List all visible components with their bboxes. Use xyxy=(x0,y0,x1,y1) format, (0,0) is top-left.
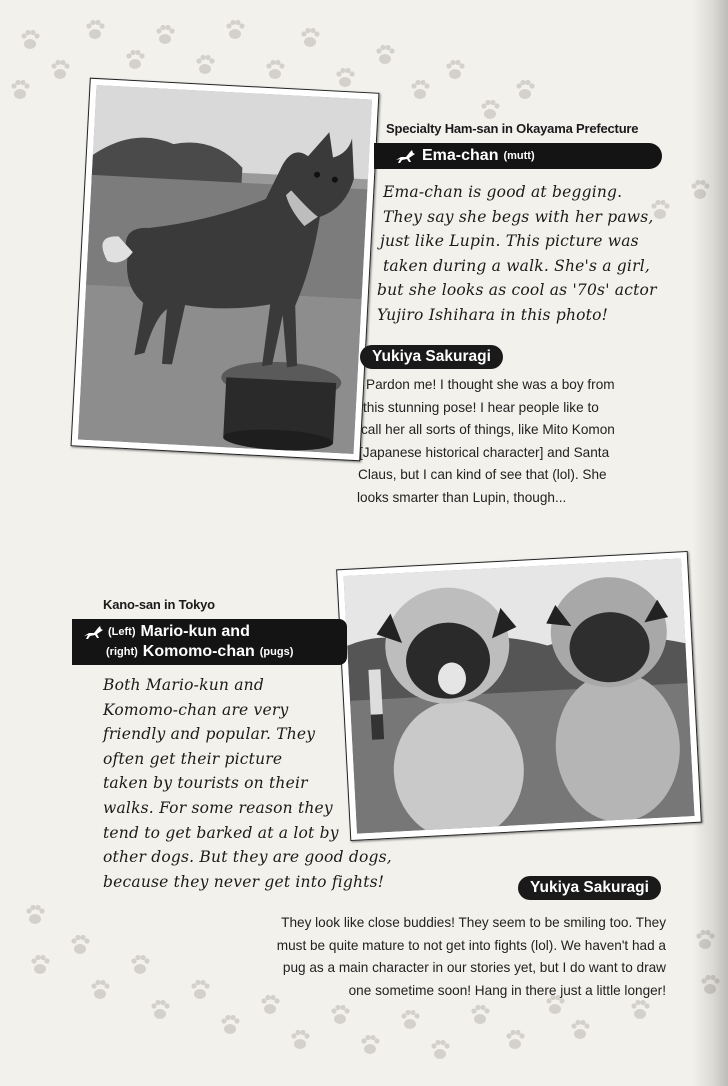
right-dog-name: Komomo-chan xyxy=(142,643,255,660)
section2-author-label: Yukiya Sakuragi xyxy=(518,876,661,900)
text-line: taken during a walk. She's a girl, xyxy=(383,256,650,275)
text-line: call her all sorts of things, like Mito Komon xyxy=(361,422,615,438)
left-tag: (Left) xyxy=(108,626,136,638)
text-line: must be quite mature to not get into fights (lol). We haven't had a xyxy=(276,937,666,953)
text-line: friendly and popular. They xyxy=(103,725,316,744)
section1-owner-text xyxy=(377,180,657,328)
text-line: Yujiro Ishihara in this photo! xyxy=(377,305,609,324)
text-line: Komomo-chan are very xyxy=(103,700,289,719)
text-line: walks. For some reason they xyxy=(103,798,333,817)
text-line: They look like close buddies! They seem to be smiling too. They xyxy=(281,915,666,930)
section1-author-comment xyxy=(357,374,615,510)
text-line: [Japanese historical character] and Santa xyxy=(359,444,610,460)
running-dog-icon xyxy=(394,148,416,164)
text-line: looks smarter than Lupin, though... xyxy=(357,489,567,505)
section2-nameplate xyxy=(72,619,347,665)
text-line: Claus, but I can kind of see that (lol). She xyxy=(358,467,607,483)
text-line: this stunning pose! I hear people like to xyxy=(363,399,599,415)
text-line: often get their picture xyxy=(103,749,283,768)
text-line: They say she begs with her paws, xyxy=(383,207,654,226)
section1-nameplate xyxy=(374,143,662,169)
text-line: Ema-chan is good at begging. xyxy=(383,183,623,201)
dog-breed: (mutt) xyxy=(503,150,535,162)
text-line: because they never get into fights! xyxy=(103,872,385,891)
text-line: Both Mario-kun and xyxy=(103,676,264,694)
dog-name: Ema-chan xyxy=(422,147,499,164)
text-line: Pardon me! I thought she was a boy from xyxy=(366,377,615,392)
text-line: one sometime soon! Hang in there just a little longer! xyxy=(348,982,666,998)
right-tag: (right) xyxy=(106,646,138,658)
section1-author-label: Yukiya Sakuragi xyxy=(360,345,503,369)
running-dog-icon xyxy=(82,624,104,640)
section2-owner-text xyxy=(103,673,392,894)
ema-chan-photo xyxy=(71,78,380,462)
section2-source: Kano-san in Tokyo xyxy=(103,597,215,612)
text-line: tend to get barked at a lot by xyxy=(103,823,339,842)
text-line: just like Lupin. This picture was xyxy=(380,232,639,251)
text-line: taken by tourists on their xyxy=(103,774,308,793)
dog-breed: (pugs) xyxy=(259,646,294,658)
section2-author-comment xyxy=(277,912,666,1002)
text-line: but she looks as cool as '70s' actor xyxy=(377,281,657,300)
page-edge-shadow xyxy=(692,0,728,1086)
section1-source: Specialty Ham-san in Okayama Prefecture xyxy=(386,121,639,136)
text-line: pug as a main character in our stories yet, but I do want to draw xyxy=(282,960,666,976)
left-dog-name: Mario-kun and xyxy=(140,623,250,640)
text-line: other dogs. But they are good dogs, xyxy=(103,848,392,867)
